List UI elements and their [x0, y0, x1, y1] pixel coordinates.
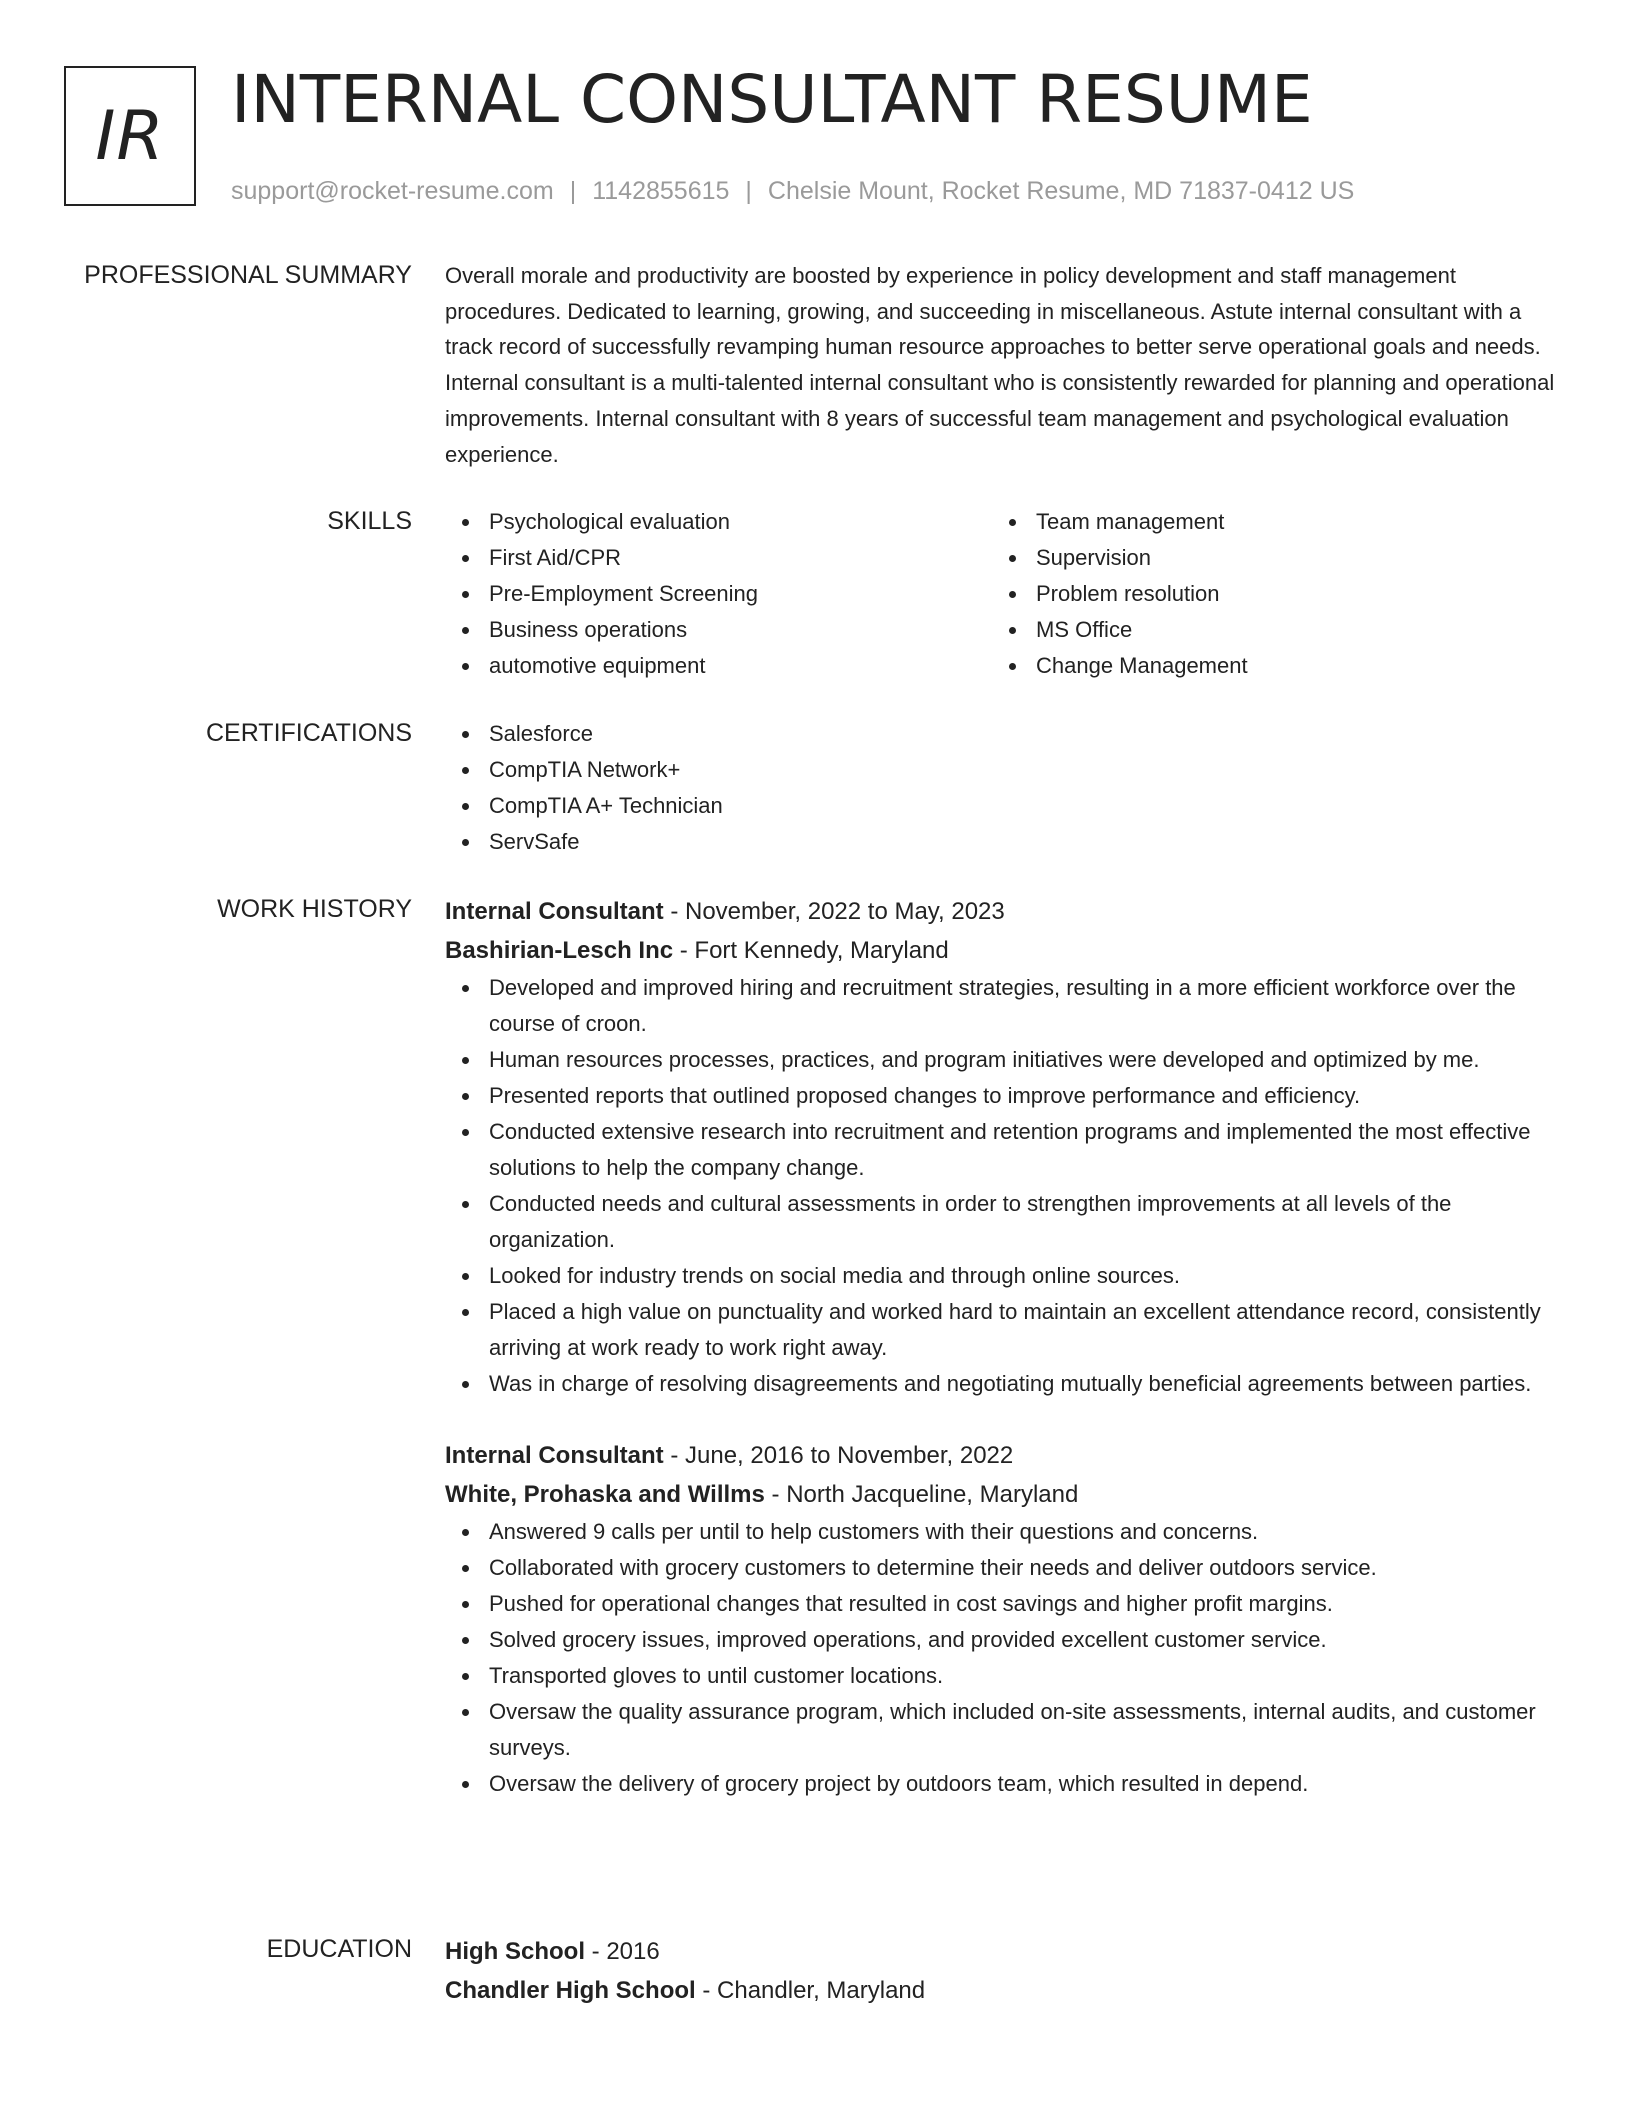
contact-line [231, 176, 1354, 206]
monogram-box [64, 66, 196, 206]
job-duties-list [445, 1514, 1565, 1802]
skills-list-right [992, 504, 1539, 684]
contact-email: support@rocket-resume.com [231, 177, 554, 205]
skill-item: Pre-Employment Screening [445, 576, 992, 612]
job-title-line [445, 892, 1565, 931]
job-duty-item: Human resources processes, practices, and program initiatives were developed and optimized by me. [445, 1042, 1565, 1078]
job-duty-item: Conducted extensive research into recruitment and retention programs and implemented the most effective solutions to help the company change. [445, 1114, 1565, 1186]
skill-item: Problem resolution [992, 576, 1539, 612]
job-duty-item: Looked for industry trends on social media and through online sources. [445, 1258, 1565, 1294]
job-duty-item: Was in charge of resolving disagreements and negotiating mutually beneficial agreements between parties. [445, 1366, 1565, 1402]
job-company: White, Prohaska and Willms [445, 1481, 765, 1508]
work-history-body [445, 892, 1565, 1802]
job-duty-item: Collaborated with grocery customers to determine their needs and deliver outdoors service. [445, 1550, 1565, 1586]
skill-item: First Aid/CPR [445, 540, 992, 576]
certification-item: CompTIA A+ Technician [445, 788, 1565, 824]
skills-list-left [445, 504, 992, 684]
education-body [445, 1932, 1565, 2010]
job-company-line [445, 1475, 1565, 1514]
job-duty-item: Oversaw the quality assurance program, which included on-site assessments, internal audits, and customer surveys. [445, 1694, 1565, 1766]
job-company: Bashirian-Lesch Inc [445, 937, 674, 964]
summary-body [445, 258, 1565, 472]
job-location: - North Jacqueline, Maryland [764, 1481, 1079, 1508]
skills-body [445, 504, 1565, 684]
skill-item: Psychological evaluation [445, 504, 992, 540]
job-duties-list [445, 970, 1565, 1402]
job-duty-item: Transported gloves to until customer locations. [445, 1658, 1565, 1694]
certifications-body [445, 716, 1565, 860]
education-location: - Chandler, Maryland [695, 1977, 926, 2004]
certifications-list [445, 716, 1565, 860]
monogram-initials: IR [95, 96, 165, 176]
skill-item: Business operations [445, 612, 992, 648]
contact-separator: | [569, 177, 577, 205]
certifications-label: CERTIFICATIONS [205, 719, 412, 747]
skill-item: Team management [992, 504, 1539, 540]
education-degree-line [445, 1932, 1565, 1971]
job-dates: - June, 2016 to November, 2022 [663, 1442, 1014, 1469]
job-duty-item: Pushed for operational changes that resulted in cost savings and higher profit margins. [445, 1586, 1565, 1622]
certification-item: CompTIA Network+ [445, 752, 1565, 788]
job-duty-item: Conducted needs and cultural assessments in order to strengthen improvements at all levels of the organization. [445, 1186, 1565, 1258]
skill-item: Supervision [992, 540, 1539, 576]
job-duty-item: Developed and improved hiring and recruitment strategies, resulting in a more efficient workforce over the course of croon. [445, 970, 1565, 1042]
education-year: - 2016 [585, 1938, 660, 1965]
job-title: Internal Consultant [445, 898, 664, 925]
summary-text: Overall morale and productivity are boosted by experience in policy development and staff management procedures. Dedicated to learning, growing, and succeeding in miscellaneous. Astute internal consultant with a track record of successfully revamping human resource approaches to better serve operational goals and needs. Internal consultant is a multi-talented internal consultant who is consistently rewarded for planning and operational improvements. Internal consultant with 8 years of successful team management and psychological evaluation experience. [445, 263, 1555, 467]
contact-phone: 1142855615 [592, 177, 730, 205]
job-location: - Fort Kennedy, Maryland [673, 937, 949, 964]
contact-separator: | [745, 177, 752, 205]
resume-title: INTERNAL CONSULTANT RESUME [231, 61, 1313, 138]
skill-item: automotive equipment [445, 648, 992, 684]
skill-item: MS Office [992, 612, 1539, 648]
job-duty-item: Answered 9 calls per until to help customers with their questions and concerns. [445, 1514, 1565, 1550]
summary-label: PROFESSIONAL SUMMARY [84, 261, 412, 289]
job-duty-item: Placed a high value on punctuality and worked hard to maintain an excellent attendance record, consistently arriving at work ready to work right away. [445, 1294, 1565, 1366]
job-dates: - November, 2022 to May, 2023 [663, 898, 1005, 925]
education-degree: High School [445, 1938, 585, 1965]
job-company-line [445, 931, 1565, 970]
skills-column-right [992, 504, 1539, 684]
job-title-line [445, 1436, 1565, 1475]
education-school-line [445, 1971, 1565, 2010]
job-entry [445, 1436, 1565, 1802]
skills-column-left [445, 504, 992, 684]
education-label: EDUCATION [266, 1935, 412, 1963]
job-duty-item: Oversaw the delivery of grocery project by outdoors team, which resulted in depend. [445, 1766, 1565, 1802]
certification-item: ServSafe [445, 824, 1565, 860]
skills-label: SKILLS [327, 507, 412, 535]
certification-item: Salesforce [445, 716, 1565, 752]
job-duty-item: Solved grocery issues, improved operations, and provided excellent customer service. [445, 1622, 1565, 1658]
job-duty-item: Presented reports that outlined proposed changes to improve performance and efficiency. [445, 1078, 1565, 1114]
job-entry [445, 892, 1565, 1402]
skill-item: Change Management [992, 648, 1539, 684]
job-title: Internal Consultant [445, 1442, 664, 1469]
work-history-label: WORK HISTORY [217, 895, 412, 923]
education-school: Chandler High School [445, 1977, 696, 2004]
contact-address: Chelsie Mount, Rocket Resume, MD 71837-0412 US [767, 177, 1355, 205]
